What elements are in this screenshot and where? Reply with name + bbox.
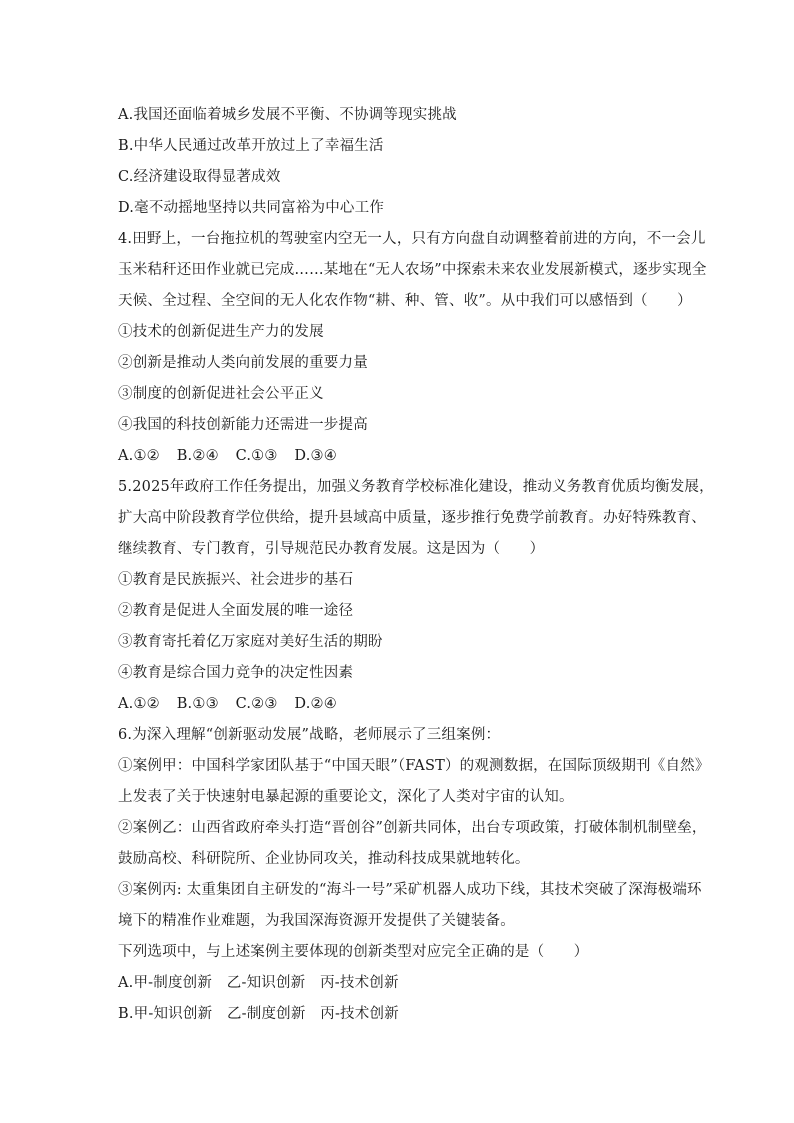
q4-option-c: C.①③: [235, 448, 278, 464]
q4-statement: ①技术的创新促进生产力的发展: [118, 324, 324, 340]
q4-option-d: D.③④: [294, 448, 337, 464]
q6-case-line: ②案例乙：山西省政府牵头打造“晋创谷”创新共同体，出台专项政策，打破体制机制壁垒，: [118, 820, 707, 836]
q6-option-b: B.甲-知识创新 乙-制度创新 丙-技术创新: [118, 1006, 399, 1022]
q5-option-d: D.②④: [294, 696, 337, 712]
q6-stem: 6.为深入理解“创新驱动发展”战略，老师展示了三组案例：: [118, 727, 501, 743]
q4-option-b: B.②④: [176, 448, 219, 464]
q6-case-line: ①案例甲：中国科学家团队基于“中国天眼”（FAST）的观测数据，在国际顶级期刊《自然》: [118, 758, 710, 774]
q4-statement: ④我国的科技创新能力还需进一步提高: [118, 417, 368, 433]
q4-stem-line: 玉米秸秆还田作业就已完成……某地在“无人农场”中探索未来农业发展新模式，逐步实现全: [118, 262, 707, 278]
question-content: [118, 100, 714, 1030]
q6-case-line: ③案例丙: 太重集团自主研发的“海斗一号”采矿机器人成功下线，其技术突破了深海极端环: [118, 882, 702, 898]
q3-option-d: D.毫不动摇地坚持以共同富裕为中心工作: [118, 200, 385, 216]
q5-option-c: C.②③: [235, 696, 278, 712]
q5-option-b: B.①③: [176, 696, 219, 712]
q4-options: [118, 441, 698, 472]
q4-stem-line: 4.田野上，一台拖拉机的驾驶室内空无一人，只有方向盘自动调整着前进的方向，不一会儿: [118, 231, 706, 247]
q5-statement: ①教育是民族振兴、社会进步的基石: [118, 572, 354, 588]
q4-statement: ③制度的创新促进社会公平正义: [118, 386, 324, 402]
q5-statement: ④教育是综合国力竞争的决定性因素: [118, 665, 354, 681]
q5-stem-line: 扩大高中阶段教育学位供给，提升县域高中质量，逐步推行免费学前教育。办好特殊教育、: [118, 510, 706, 526]
q6-option-a: A.甲-制度创新 乙-知识创新 丙-技术创新: [118, 975, 399, 991]
q6-case-line: 上发表了关于快速射电暴起源的重要论文，深化了人类对宇宙的认知。: [118, 789, 574, 805]
q5-statement: ②教育是促进人全面发展的唯一途径: [118, 603, 354, 619]
q3-option-c: C.经济建设取得显著成效: [118, 169, 281, 185]
q6-case-line: 境下的精准作业难题，为我国深海资源开发提供了关键装备。: [118, 913, 515, 929]
q4-option-a: A.①②: [118, 448, 160, 464]
q6-question: 下列选项中，与上述案例主要体现的创新类型对应完全正确的是（ ）: [118, 944, 589, 960]
q5-stem-line: 继续教育、专门教育，引导规范民办教育发展。这是因为（ ）: [118, 541, 545, 557]
q4-statement: ②创新是推动人类向前发展的重要力量: [118, 355, 368, 371]
q5-stem-line: 5.2025年政府工作任务提出，加强义务教育学校标准化建设，推动义务教育优质均衡发展，: [118, 479, 714, 495]
q5-option-a: A.①②: [118, 696, 160, 712]
q5-statement: ③教育寄托着亿万家庭对美好生活的期盼: [118, 634, 383, 650]
q4-stem-line: 天候、全过程、全空间的无人化农作物“耕、种、管、收”。从中我们可以感悟到（ ）: [118, 293, 692, 309]
q3-option-b: B.中华人民通过改革开放过上了幸福生活: [118, 138, 384, 154]
q5-options: [118, 689, 698, 720]
q6-case-line: 鼓励高校、科研院所、企业协同攻关，推动科技成果就地转化。: [118, 851, 530, 867]
q3-option-a: A.我国还面临着城乡发展不平衡、不协调等现实挑战: [118, 107, 457, 123]
